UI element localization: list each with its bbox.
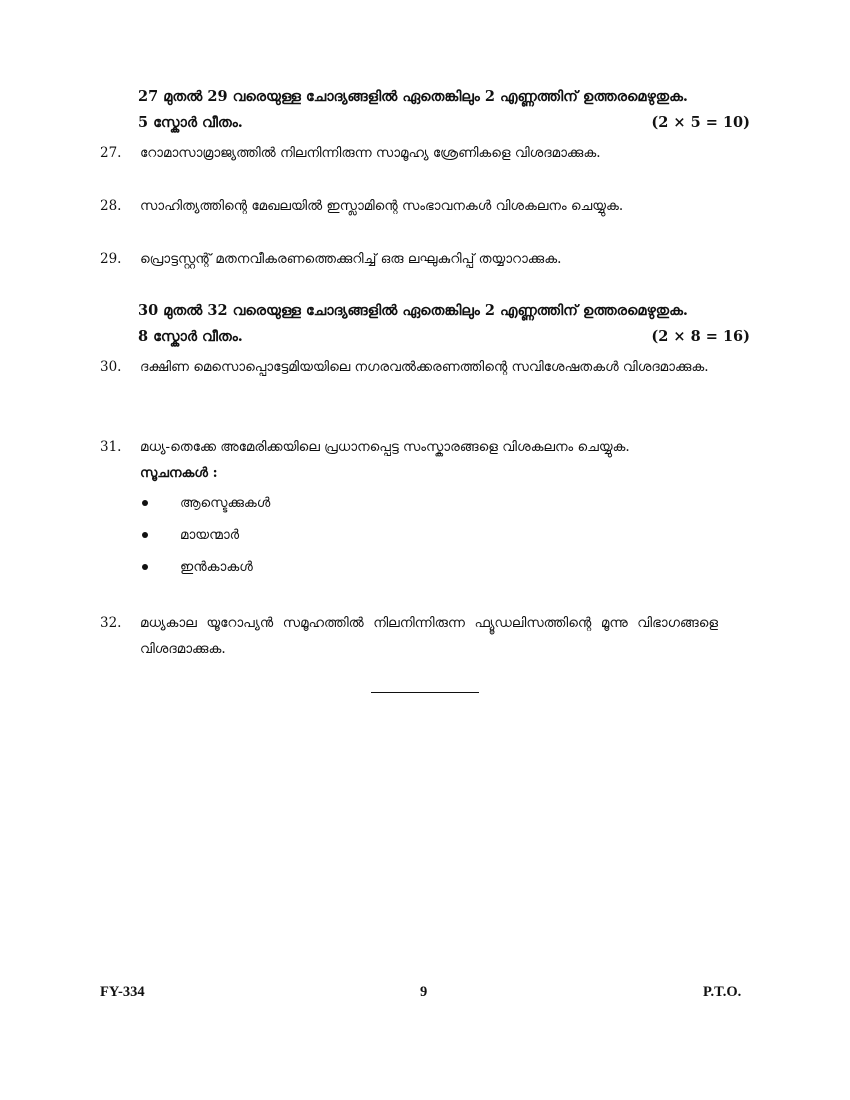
- bullet-icon: [142, 532, 148, 538]
- question-text: മധ്യകാല യൂറോപ്യൻ സമൂഹത്തിൽ നിലനിന്നിരുന്ന ഫ്യൂഡലിസത്തിന്റെ മൂന്നു വിഭാഗങ്ങളെ വിശദമാക്കുക.: [140, 615, 718, 657]
- footer-pto: P.T.O.: [703, 984, 742, 1000]
- question-31: [100, 434, 718, 586]
- hint-text: മായന്മാർ: [180, 527, 240, 543]
- question-32: [100, 610, 718, 662]
- hints-list: [140, 490, 718, 586]
- footer-page-number: 9: [420, 984, 428, 1000]
- question-text: സാഹിത്യത്തിന്റെ മേഖലയിൽ ഇസ്ലാമിന്റെ സംഭാവനകൾ വിശകലനം ചെയ്യുക.: [140, 198, 624, 214]
- question-number: 27.: [100, 145, 122, 161]
- section-b-instruction: 30 മുതൽ 32 വരെയുള്ള ചോദ്യങ്ങളിൽ ഏതെങ്കിലും 2 എണ്ണത്തിന് ഉത്തരമെഴുതുക.: [138, 302, 688, 319]
- section-b-marks-label: 8 സ്കോർ വീതം.: [138, 328, 243, 345]
- bullet-icon: [142, 500, 148, 506]
- question-text: മധ്യ-തെക്കേ അമേരിക്കയിലെ പ്രധാനപ്പെട്ട സംസ്കാരങ്ങളെ വിശകലനം ചെയ്യുക.: [140, 439, 630, 455]
- question-number: 31.: [100, 439, 122, 455]
- hint-text: ഇൻകാകൾ: [180, 559, 253, 575]
- end-divider: [371, 692, 479, 693]
- footer-code: FY-334: [100, 984, 145, 1000]
- list-item: [140, 522, 718, 554]
- question-30: [100, 354, 718, 380]
- list-item: [140, 490, 718, 522]
- section-a-marks-label: 5 സ്കോർ വീതം.: [138, 114, 243, 131]
- question-text: റോമാസാമ്രാജ്യത്തിൽ നിലനിന്നിരുന്ന സാമൂഹ്യ ശ്രേണികളെ വിശദമാക്കുക.: [140, 145, 601, 161]
- section-a-instruction: 27 മുതൽ 29 വരെയുള്ള ചോദ്യങ്ങളിൽ ഏതെങ്കിലും 2 എണ്ണത്തിന് ഉത്തരമെഴുതുക.: [138, 88, 688, 105]
- question-number: 32.: [100, 615, 122, 631]
- section-a-marks-formula: (2 × 5 = 10): [651, 114, 750, 131]
- question-number: 30.: [100, 359, 122, 375]
- question-28: [100, 193, 718, 219]
- question-text: പ്രൊട്ടസ്റ്റന്റ് മതനവീകരണത്തെക്കുറിച്ച് ഒരു ലഘുകുറിപ്പ് തയ്യാറാക്കുക.: [140, 251, 562, 267]
- section-a-heading: [138, 84, 750, 136]
- question-number: 29.: [100, 251, 122, 267]
- hints-label: സൂചനകൾ :: [140, 465, 218, 481]
- question-text: ദക്ഷിണ മെസൊപ്പൊട്ടേമിയയിലെ നഗരവൽക്കരണത്തിന്റെ സവിശേഷതകൾ വിശദമാക്കുക.: [140, 359, 709, 375]
- list-item: [140, 554, 718, 586]
- question-29: [100, 246, 718, 272]
- question-27: [100, 140, 718, 166]
- section-b-marks-formula: (2 × 8 = 16): [651, 328, 750, 345]
- bullet-icon: [142, 564, 148, 570]
- question-number: 28.: [100, 198, 122, 214]
- section-b-heading: [138, 298, 750, 350]
- hint-text: ആസ്ടെക്കുകൾ: [180, 495, 271, 511]
